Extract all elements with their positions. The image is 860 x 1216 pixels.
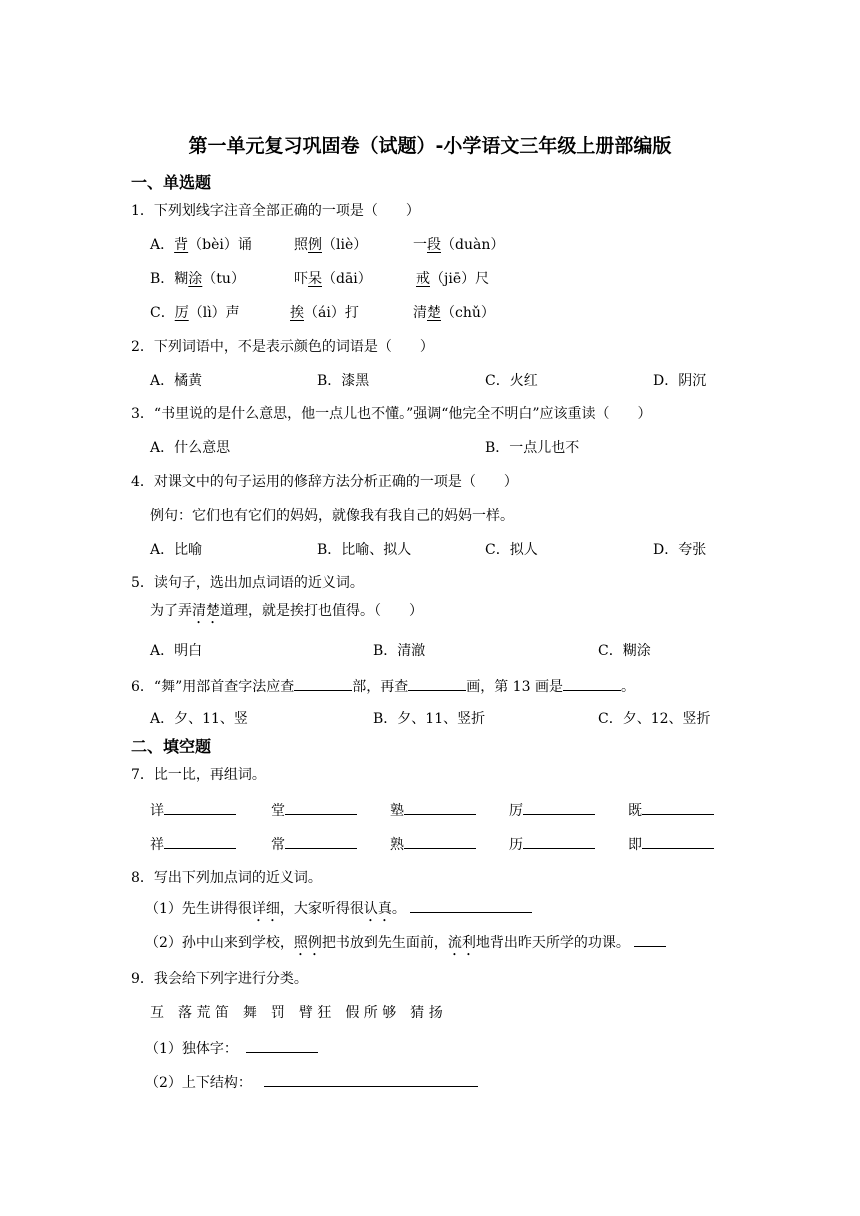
q3-option-b: B．一点儿也不 [485, 440, 580, 456]
q2-option-d: D．阴沉 [653, 373, 707, 389]
question-1-stem: 1．下列划线字注音全部正确的一项是（ ） [131, 203, 420, 219]
q8-part-1: （1）先生讲得很详细，大家听得很认真。 [145, 898, 532, 925]
q1-option-a-word3: 一段（duàn） [413, 237, 505, 253]
q1-option-a-word2: 照例（liè） [294, 237, 368, 253]
q9-characters: 互 落 荒 笛 舞 罚 臂 狂 假 所 够 猜 扬 [150, 1005, 443, 1021]
q6-blank-2[interactable] [408, 676, 466, 691]
q7-blank[interactable] [285, 800, 357, 815]
q8-blank-1[interactable] [410, 898, 532, 913]
q7-item: 熟 [390, 834, 476, 855]
question-3-stem: 3．“书里说的是什么意思，他一点儿也不懂。”强调“他完全不明白”应该重读（ ） [131, 406, 652, 422]
q7-item: 常 [271, 834, 357, 855]
q6-option-b: B．夕、11、竖折 [373, 711, 486, 727]
q9-part-2: （2）上下结构： [145, 1072, 478, 1093]
q7-item: 历 [509, 834, 595, 855]
q4-example: 例句：它们也有它们的妈妈，就像我有我自己的妈妈一样。 [150, 508, 514, 524]
q7-blank[interactable] [642, 834, 714, 849]
q7-blank[interactable] [404, 800, 476, 815]
q9-blank-1[interactable] [246, 1038, 318, 1053]
q4-option-b: B．比喻、拟人 [317, 542, 412, 558]
q7-item: 堂 [271, 800, 357, 821]
q8-blank-2[interactable] [634, 932, 666, 947]
q5-sentence: 为了弄清楚道理，就是挨打也值得。（ ） [150, 603, 423, 619]
q7-blank[interactable] [164, 800, 236, 815]
q2-option-b: B．漆黑 [317, 373, 370, 389]
question-8-stem: 8．写出下列加点词的近义词。 [131, 870, 322, 886]
question-9-stem: 9．我会给下列字进行分类。 [131, 971, 308, 987]
page-title: 第一单元复习巩固卷（试题）-小学语文三年级上册部编版 [188, 135, 672, 157]
q6-option-a: A．夕、11、竖 [150, 711, 248, 727]
q1-option-b-word3: 戒（jiē）尺 [416, 271, 490, 287]
q5-option-a: A．明白 [150, 643, 203, 659]
q9-part-1: （1）独体字： [145, 1038, 318, 1059]
q4-option-a: A．比喻 [150, 542, 203, 558]
q4-option-c: C．拟人 [485, 542, 538, 558]
q7-item: 既 [628, 800, 714, 821]
q6-blank-1[interactable] [294, 676, 352, 691]
q7-blank[interactable] [404, 834, 476, 849]
q7-blank[interactable] [523, 800, 595, 815]
q1-option-c: C．厉（lì）声 [150, 305, 240, 321]
q5-option-c: C．糊涂 [598, 643, 651, 659]
q7-item: 即 [628, 834, 714, 855]
q1-option-a: A．背（bèi）诵 [150, 237, 252, 253]
q7-item: 祥 [150, 834, 236, 855]
q8-part-2: （2）孙中山来到学校，照例把书放到先生面前，流利地背出昨天所学的功课。 [145, 932, 666, 959]
q2-option-a: A．橘黄 [150, 373, 203, 389]
q4-option-d: D．夸张 [653, 542, 707, 558]
question-5-stem: 5．读句子，选出加点词语的近义词。 [131, 575, 364, 591]
q7-blank[interactable] [164, 834, 236, 849]
q7-item: 塾 [390, 800, 476, 821]
q1-option-c-word2: 挨（ái）打 [290, 305, 359, 321]
question-2-stem: 2．下列词语中，不是表示颜色的词语是（ ） [131, 339, 434, 355]
q6-blank-3[interactable] [563, 676, 621, 691]
q7-item: 详 [150, 800, 236, 821]
q7-blank[interactable] [523, 834, 595, 849]
q6-option-c: C．夕、12、竖折 [598, 711, 711, 727]
q7-blank[interactable] [642, 800, 714, 815]
section-heading-fill-in: 二、填空题 [131, 737, 212, 756]
q1-option-c-word3: 清楚（chǔ） [413, 305, 495, 321]
section-heading-single-choice: 一、单选题 [131, 173, 212, 192]
q5-option-b: B．清澈 [373, 643, 426, 659]
q7-item: 厉 [509, 800, 595, 821]
question-7-stem: 7．比一比，再组词。 [131, 767, 266, 783]
q9-blank-2[interactable] [264, 1072, 478, 1087]
q2-option-c: C．火红 [485, 373, 538, 389]
question-4-stem: 4．对课文中的句子运用的修辞方法分析正确的一项是（ ） [131, 474, 518, 490]
q3-option-a: A．什么意思 [150, 440, 231, 456]
q7-blank[interactable] [285, 834, 357, 849]
q1-option-b-word2: 吓呆（dāi） [294, 271, 372, 287]
question-6-stem: 6．“舞”用部首查字法应查 部，再查 画，第 13 画是 。 [131, 676, 635, 697]
q1-option-b: B．糊涂（tu） [150, 271, 245, 287]
